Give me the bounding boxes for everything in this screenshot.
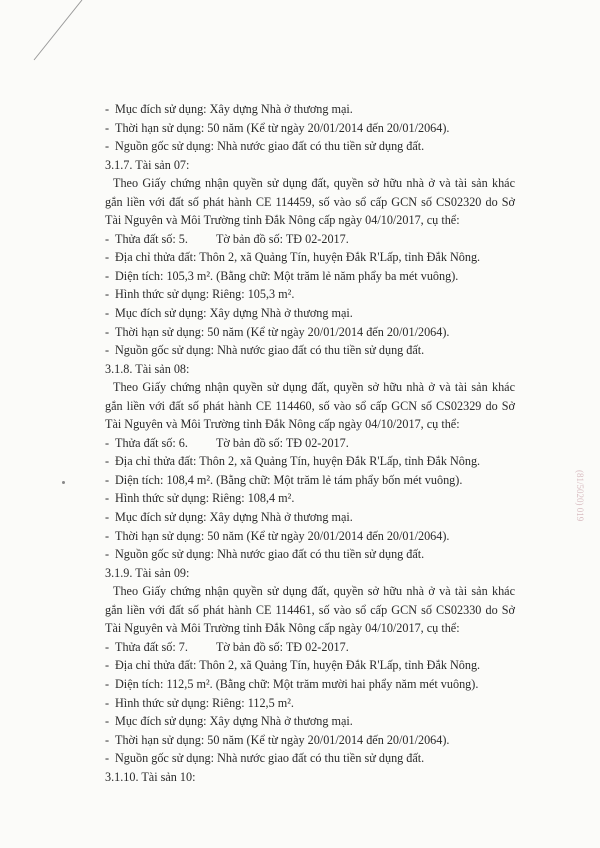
- bullet-item: - Hình thức sử dụng: Riêng: 108,4 m².: [105, 489, 515, 508]
- section-heading: 3.1.10. Tài sản 10:: [105, 769, 196, 784]
- parcel-number: Thửa đất số: 7.: [115, 639, 188, 654]
- bullet-item: - Nguồn gốc sử dụng: Nhà nước giao đất có thu tiền sử dụng đất.: [105, 137, 515, 156]
- bullet-item: - Mục đích sử dụng: Xây dựng Nhà ở thương mại.: [105, 304, 515, 323]
- paragraph: Theo Giấy chứng nhận quyền sử dụng đất, quyền sở hữu nhà ở và tài sản khác gắn liền với đất số phát hành CE 114459, số vào sổ cấp GCN số CS02320 do Sở Tài Nguyên và Môi Trường tỉnh Đắk Nông cấp ngày 04/10/2017, cụ thể:: [105, 176, 515, 228]
- bullet-item-parcel: [105, 230, 515, 249]
- bullet-item: - Diện tích: 105,3 m². (Bằng chữ: Một trăm lẻ năm phẩy ba mét vuông).: [105, 267, 515, 286]
- bullet-item: - Mục đích sử dụng: Xây dựng Nhà ở thương mại.: [105, 712, 515, 731]
- bullet-item: - Thời hạn sử dụng: 50 năm (Kể từ ngày 20/01/2014 đến 20/01/2064).: [105, 527, 515, 546]
- bullet-item-parcel: [105, 434, 515, 453]
- bullet-item: - Thời hạn sử dụng: 50 năm (Kể từ ngày 20/01/2014 đến 20/01/2064).: [105, 731, 515, 750]
- map-sheet-number: Tờ bản đồ số: TĐ 02-2017.: [215, 639, 349, 654]
- bullet-item: - Thời hạn sử dụng: 50 năm (Kể từ ngày 20/01/2014 đến 20/01/2064).: [105, 119, 515, 138]
- document-body: [105, 100, 515, 786]
- bullet-item: - Nguồn gốc sử dụng: Nhà nước giao đất có thu tiền sử dụng đất.: [105, 341, 515, 360]
- parcel-number: Thửa đất số: 5.: [115, 231, 188, 246]
- bullet-item: - Địa chỉ thửa đất: Thôn 2, xã Quảng Tín, huyện Đắk R'Lấp, tỉnh Đắk Nông.: [105, 248, 515, 267]
- section-heading: 3.1.7. Tài sản 07:: [105, 157, 190, 172]
- bullet-item: - Hình thức sử dụng: Riêng: 112,5 m².: [105, 694, 515, 713]
- map-sheet-number: Tờ bản đồ số: TĐ 02-2017.: [215, 231, 349, 246]
- scan-speck: [62, 481, 65, 484]
- parcel-number: Thửa đất số: 6.: [115, 435, 188, 450]
- bullet-item: - Nguồn gốc sử dụng: Nhà nước giao đất có thu tiền sử dụng đất.: [105, 749, 515, 768]
- paragraph: Theo Giấy chứng nhận quyền sử dụng đất, quyền sở hữu nhà ở và tài sản khác gắn liền với đất số phát hành CE 114461, số vào sổ cấp GCN số CS02330 do Sở Tài Nguyên và Môi Trường tỉnh Đắk Nông cấp ngày 04/10/2017, cụ thể:: [105, 584, 515, 636]
- bullet-item: - Nguồn gốc sử dụng: Nhà nước giao đất có thu tiền sử dụng đất.: [105, 545, 515, 564]
- bullet-item-parcel: [105, 638, 515, 657]
- margin-stamp: (81/5020) 019: [575, 470, 585, 522]
- bullet-item: - Diện tích: 108,4 m². (Bằng chữ: Một trăm lẻ tám phẩy bốn mét vuông).: [105, 471, 515, 490]
- section-heading: 3.1.8. Tài sản 08:: [105, 361, 190, 376]
- bullet-item: - Mục đích sử dụng: Xây dựng Nhà ở thương mại.: [105, 100, 515, 119]
- bullet-item: - Diện tích: 112,5 m². (Bằng chữ: Một trăm mười hai phẩy năm mét vuông).: [105, 675, 515, 694]
- map-sheet-number: Tờ bản đồ số: TĐ 02-2017.: [215, 435, 349, 450]
- paragraph: Theo Giấy chứng nhận quyền sử dụng đất, quyền sở hữu nhà ở và tài sản khác gắn liền với đất số phát hành CE 114460, số vào sổ cấp GCN số CS02329 do Sở Tài Nguyên và Môi Trường tỉnh Đắk Nông cấp ngày 04/10/2017, cụ thể:: [105, 380, 515, 432]
- bullet-item: - Thời hạn sử dụng: 50 năm (Kể từ ngày 20/01/2014 đến 20/01/2064).: [105, 323, 515, 342]
- bullet-item: - Địa chỉ thửa đất: Thôn 2, xã Quảng Tín, huyện Đắk R'Lấp, tỉnh Đắk Nông.: [105, 452, 515, 471]
- page-fold-corner: [0, 0, 120, 70]
- bullet-item: - Hình thức sử dụng: Riêng: 105,3 m².: [105, 285, 515, 304]
- section-heading: 3.1.9. Tài sản 09:: [105, 565, 190, 580]
- bullet-item: - Địa chỉ thửa đất: Thôn 2, xã Quảng Tín, huyện Đắk R'Lấp, tỉnh Đắk Nông.: [105, 656, 515, 675]
- bullet-item: - Mục đích sử dụng: Xây dựng Nhà ở thương mại.: [105, 508, 515, 527]
